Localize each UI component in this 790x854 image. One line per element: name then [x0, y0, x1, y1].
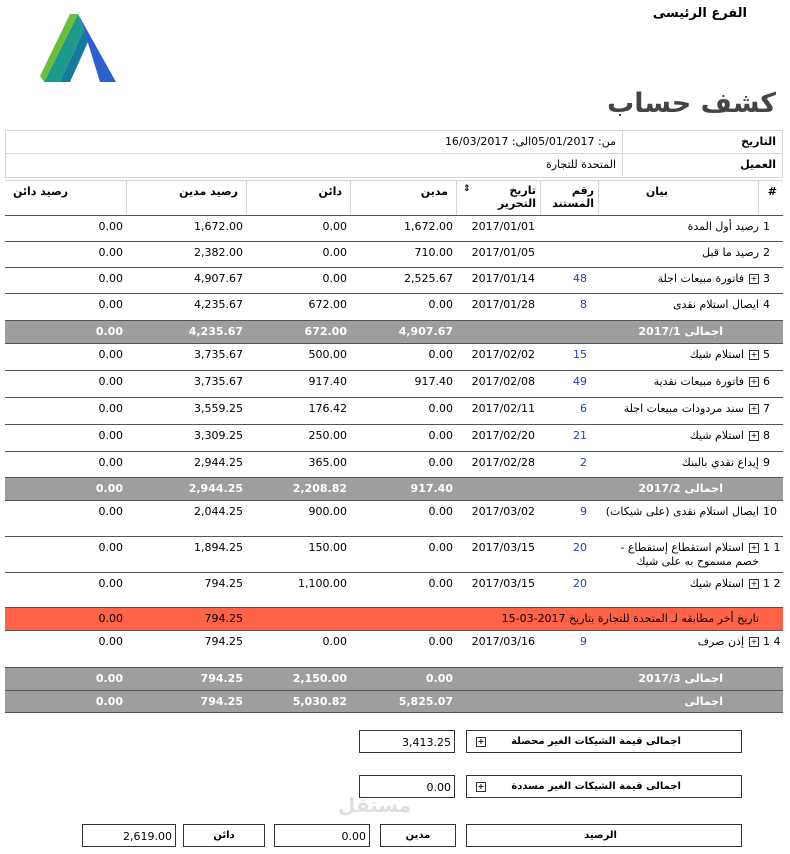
- row-index: 8: [763, 429, 770, 442]
- debit-balance-cell: 1,672.00: [194, 220, 243, 233]
- expand-icon[interactable]: +: [477, 782, 485, 791]
- description-cell: [599, 216, 759, 241]
- row-index: 3: [763, 272, 770, 285]
- unpaid-checks-value: 0.00: [359, 775, 455, 798]
- debit-balance-cell: 794.25: [200, 695, 243, 708]
- row-index: 10: [763, 505, 777, 518]
- expand-icon[interactable]: +: [477, 737, 485, 746]
- description-cell: [599, 501, 759, 536]
- description-cell: [599, 242, 759, 267]
- description-cell: [599, 294, 759, 320]
- credit-balance-cell: 0.00: [98, 635, 123, 648]
- debit-balance-cell: 794.25: [200, 672, 243, 685]
- debit-balance-cell: 2,382.00: [194, 246, 243, 259]
- debit-balance-cell: 4,907.67: [194, 272, 243, 285]
- doc-number-link[interactable]: 9: [580, 505, 587, 518]
- expand-icon[interactable]: +: [750, 350, 758, 359]
- debit-balance-cell: 3,735.67: [194, 348, 243, 361]
- row-index: 1: [763, 220, 770, 233]
- debit-balance-cell: 794.25: [204, 577, 243, 590]
- customer-row: [6, 154, 782, 176]
- credit-balance-cell: 0.00: [95, 482, 123, 495]
- description-text: ايصال استلام نقدى: [673, 298, 759, 311]
- description-cell: [599, 452, 759, 477]
- sort-icon[interactable]: ⇕: [463, 184, 471, 194]
- doc-number-link[interactable]: 8: [580, 298, 587, 311]
- credit-balance-cell: 0.00: [95, 695, 123, 708]
- expand-icon[interactable]: +: [750, 377, 758, 386]
- subtotal-label: اجمالى: [684, 695, 723, 708]
- date-cell: 2017/02/28: [471, 456, 535, 469]
- credit-balance-cell: 0.00: [98, 375, 123, 388]
- debit-balance-cell: 2,044.25: [194, 505, 243, 518]
- table-row[interactable]: [5, 216, 783, 242]
- doc-number-link[interactable]: 49: [573, 375, 587, 388]
- credit-balance-cell: 0.00: [98, 272, 123, 285]
- table-row[interactable]: [5, 242, 783, 268]
- doc-number-link[interactable]: 2: [580, 456, 587, 469]
- doc-number-link[interactable]: 48: [573, 272, 587, 285]
- description-text: استلام شيك: [689, 577, 744, 590]
- doc-number-link[interactable]: [541, 216, 599, 241]
- description-cell: [599, 537, 759, 572]
- uncollected-checks-label: اجمالى قيمة الشيكات الغير محصلة: [511, 736, 681, 747]
- uncollected-checks-value: 3,413.25: [359, 730, 455, 753]
- table-header: [5, 180, 783, 216]
- debit-total-label: مدين: [380, 824, 456, 847]
- table-row[interactable]: [5, 537, 783, 573]
- table-row[interactable]: [5, 398, 783, 425]
- debit-balance-cell: 4,235.67: [194, 298, 243, 311]
- credit-balance-cell: 0.00: [98, 505, 123, 518]
- subtotal-label: اجمالى 2017/3: [638, 672, 723, 685]
- credit-balance-cell: 0.00: [98, 541, 123, 554]
- row-index: 9: [763, 456, 770, 469]
- description-text: فاتورة مبيعات اجلة: [657, 272, 744, 285]
- row-index: 7: [763, 402, 770, 415]
- date-cell: 2017/03/15: [471, 541, 535, 554]
- credit-cell: 917.40: [308, 375, 347, 388]
- col-index: #: [767, 185, 777, 198]
- expand-icon[interactable]: +: [750, 274, 758, 283]
- description-cell: [599, 398, 759, 424]
- row-index: 4: [763, 298, 770, 311]
- description-text: إذن صرف: [697, 635, 744, 648]
- customer-value: المتحدة للتجارة: [545, 158, 616, 171]
- col-debit[interactable]: مدين: [351, 181, 457, 215]
- subtotal-row: [5, 478, 783, 501]
- description-text: رصيد ما قبل: [702, 246, 759, 259]
- credit-cell: 365.00: [308, 456, 347, 469]
- description-text: استلام شيك: [689, 348, 744, 361]
- expand-icon[interactable]: +: [750, 579, 758, 588]
- credit-cell: 0.00: [322, 272, 347, 285]
- debit-cell: 917.40: [414, 375, 453, 388]
- debit-cell: 0.00: [428, 429, 453, 442]
- date-cell: 2017/03/16: [471, 635, 535, 648]
- doc-number-link[interactable]: 9: [580, 635, 587, 648]
- description-cell: [599, 631, 759, 667]
- col-edit-date-label: تاريخ التحرير: [497, 184, 536, 210]
- doc-number-link[interactable]: 21: [573, 429, 587, 442]
- description-cell: [599, 268, 759, 293]
- row-index: 6: [763, 375, 770, 388]
- debit-cell: 917.40: [410, 482, 453, 495]
- credit-cell: 5,030.82: [292, 695, 347, 708]
- debit-balance-cell: 4,235.67: [188, 325, 243, 338]
- table-row[interactable]: [5, 425, 783, 452]
- date-range-row: [6, 131, 782, 154]
- credit-cell: 0.00: [322, 246, 347, 259]
- date-cell: 2017/02/08: [471, 375, 535, 388]
- credit-balance-cell: 0.00: [98, 429, 123, 442]
- debit-cell: 4,907.67: [398, 325, 453, 338]
- description-text: ايصال استلام نقدى (على شيكات): [605, 505, 759, 518]
- credit-cell: 500.00: [308, 348, 347, 361]
- unpaid-checks-button[interactable]: [466, 775, 742, 798]
- credit-cell: 0.00: [322, 220, 347, 233]
- expand-icon[interactable]: +: [750, 637, 758, 646]
- description-text: سند مردودات مبيعات اجلة: [623, 402, 744, 415]
- date-cell: 2017/02/20: [471, 429, 535, 442]
- expand-icon[interactable]: +: [750, 431, 758, 440]
- date-label: التاريخ: [622, 131, 782, 153]
- table-row[interactable]: [5, 573, 783, 608]
- col-debit-balance[interactable]: رصيد مدين: [127, 181, 247, 215]
- balance-label: الرصيد: [584, 830, 617, 841]
- debit-cell: 0.00: [428, 505, 453, 518]
- debit-cell: 710.00: [414, 246, 453, 259]
- col-edit-date[interactable]: [457, 181, 541, 215]
- col-description[interactable]: بيان: [599, 181, 759, 215]
- credit-total-label: دائن: [183, 824, 265, 847]
- expand-icon[interactable]: +: [750, 543, 758, 552]
- credit-balance-cell: 0.00: [95, 325, 123, 338]
- table-row[interactable]: [5, 371, 783, 398]
- doc-number-link[interactable]: 20: [573, 541, 587, 554]
- doc-number-link[interactable]: 6: [580, 402, 587, 415]
- debit-cell: 0.00: [428, 402, 453, 415]
- subtotal-label: اجمالى 2017/2: [638, 482, 723, 495]
- watermark-text: مستقل: [338, 793, 412, 817]
- date-cell: 2017/03/15: [471, 577, 535, 590]
- credit-cell: 900.00: [308, 505, 347, 518]
- debit-cell: 0.00: [428, 348, 453, 361]
- credit-balance-cell: 0.00: [95, 672, 123, 685]
- credit-cell: 150.00: [308, 541, 347, 554]
- debit-cell: 5,825.07: [398, 695, 453, 708]
- credit-balance-cell: 0.00: [98, 246, 123, 259]
- subtotal-row: [5, 321, 783, 344]
- uncollected-checks-button[interactable]: [466, 730, 742, 753]
- table-row[interactable]: [5, 452, 783, 478]
- branch-name: الفرع الرئيسى: [652, 6, 747, 21]
- table-row[interactable]: [5, 501, 783, 537]
- debit-total-value: 0.00: [274, 824, 370, 847]
- subtotal-row: [5, 691, 783, 713]
- credit-cell: 176.42: [308, 402, 347, 415]
- credit-balance-cell: 0.00: [98, 456, 123, 469]
- company-logo: [40, 12, 116, 84]
- debit-cell: 0.00: [428, 541, 453, 554]
- credit-balance-cell: 0.00: [98, 348, 123, 361]
- credit-balance-cell: 0.00: [98, 220, 123, 233]
- filter-panel: [5, 130, 783, 178]
- date-cell: 2017/01/01: [471, 220, 535, 233]
- table-row[interactable]: [5, 631, 783, 668]
- description-text: إيداع نقدي بالبنك: [681, 456, 759, 469]
- credit-balance-cell: 0.00: [98, 577, 123, 590]
- credit-cell: 672.00: [304, 325, 347, 338]
- debit-cell: 1,672.00: [404, 220, 453, 233]
- description-text: استلام استقطاع إستقطاع - خصم مسموح به على شيك: [620, 541, 759, 568]
- doc-number-link[interactable]: 15: [573, 348, 587, 361]
- date-cell: 2017/03/02: [471, 505, 535, 518]
- table-row[interactable]: [5, 268, 783, 294]
- date-cell: 2017/02/02: [471, 348, 535, 361]
- date-cell: 2017/01/05: [471, 246, 535, 259]
- date-cell: 2017/01/28: [471, 298, 535, 311]
- debit-cell: 0.00: [428, 298, 453, 311]
- expand-icon[interactable]: +: [750, 404, 758, 413]
- debit-cell: 0.00: [425, 672, 453, 685]
- credit-cell: 672.00: [308, 298, 347, 311]
- doc-number-link[interactable]: 20: [573, 577, 587, 590]
- doc-number-link[interactable]: [541, 242, 599, 267]
- credit-balance-cell: 0.00: [98, 402, 123, 415]
- credit-balance-cell: 0.00: [98, 612, 123, 625]
- credit-cell: 2,208.82: [292, 482, 347, 495]
- debit-balance-cell: 794.25: [204, 635, 243, 648]
- unpaid-checks-label: اجمالى قيمة الشيكات الغير مسددة: [511, 781, 681, 792]
- credit-cell: 250.00: [308, 429, 347, 442]
- description-cell: [599, 344, 759, 370]
- credit-balance-cell: 0.00: [98, 298, 123, 311]
- description-text: فاتورة مبيعات نقدية: [653, 375, 744, 388]
- debit-balance-cell: 2,944.25: [188, 482, 243, 495]
- col-doc-number[interactable]: رقم المستند: [541, 181, 599, 215]
- document-title: كشف حساب: [607, 88, 776, 119]
- debit-balance-cell: 3,735.67: [194, 375, 243, 388]
- row-index: 5: [763, 348, 770, 361]
- row-index: 1 4: [763, 635, 781, 648]
- description-text: استلام شيك: [689, 429, 744, 442]
- customer-label: العميل: [622, 154, 782, 176]
- debit-balance-cell: 3,309.25: [194, 429, 243, 442]
- col-credit[interactable]: دائن: [247, 181, 351, 215]
- subtotal-row: [5, 668, 783, 691]
- credit-cell: 1,100.00: [298, 577, 347, 590]
- row-index: 2: [763, 246, 770, 259]
- description-cell: [599, 573, 759, 607]
- balance-label-box: [466, 824, 742, 847]
- col-credit-balance[interactable]: رصيد دائن: [5, 181, 127, 215]
- date-range-value: من: 05/01/2017الى: 16/03/2017: [444, 135, 616, 148]
- reconciliation-row: [5, 608, 783, 631]
- description-cell: [599, 425, 759, 451]
- debit-balance-cell: 3,559.25: [194, 402, 243, 415]
- reconciliation-note: تاريخ أخر مطابقه لـ المتحدة للتجارة بتاريخ 2017-03-15: [501, 612, 759, 625]
- debit-balance-cell: 2,944.25: [194, 456, 243, 469]
- row-index: 1 2: [763, 577, 781, 590]
- table-row[interactable]: [5, 344, 783, 371]
- debit-cell: 0.00: [428, 635, 453, 648]
- table-row[interactable]: [5, 294, 783, 321]
- description-cell: [599, 371, 759, 397]
- subtotal-label: اجمالى 2017/1: [638, 325, 723, 338]
- debit-cell: 0.00: [428, 577, 453, 590]
- row-index: 1 1: [763, 541, 781, 554]
- debit-cell: 0.00: [428, 456, 453, 469]
- credit-cell: 0.00: [322, 635, 347, 648]
- credit-total-value: 2,619.00: [82, 824, 176, 847]
- credit-cell: 2,150.00: [292, 672, 347, 685]
- debit-balance-cell: 794.25: [204, 612, 243, 625]
- date-cell: 2017/01/14: [471, 272, 535, 285]
- debit-cell: 2,525.67: [404, 272, 453, 285]
- date-cell: 2017/02/11: [471, 402, 535, 415]
- description-text: رصيد أول المدة: [687, 220, 759, 233]
- debit-balance-cell: 1,894.25: [194, 541, 243, 554]
